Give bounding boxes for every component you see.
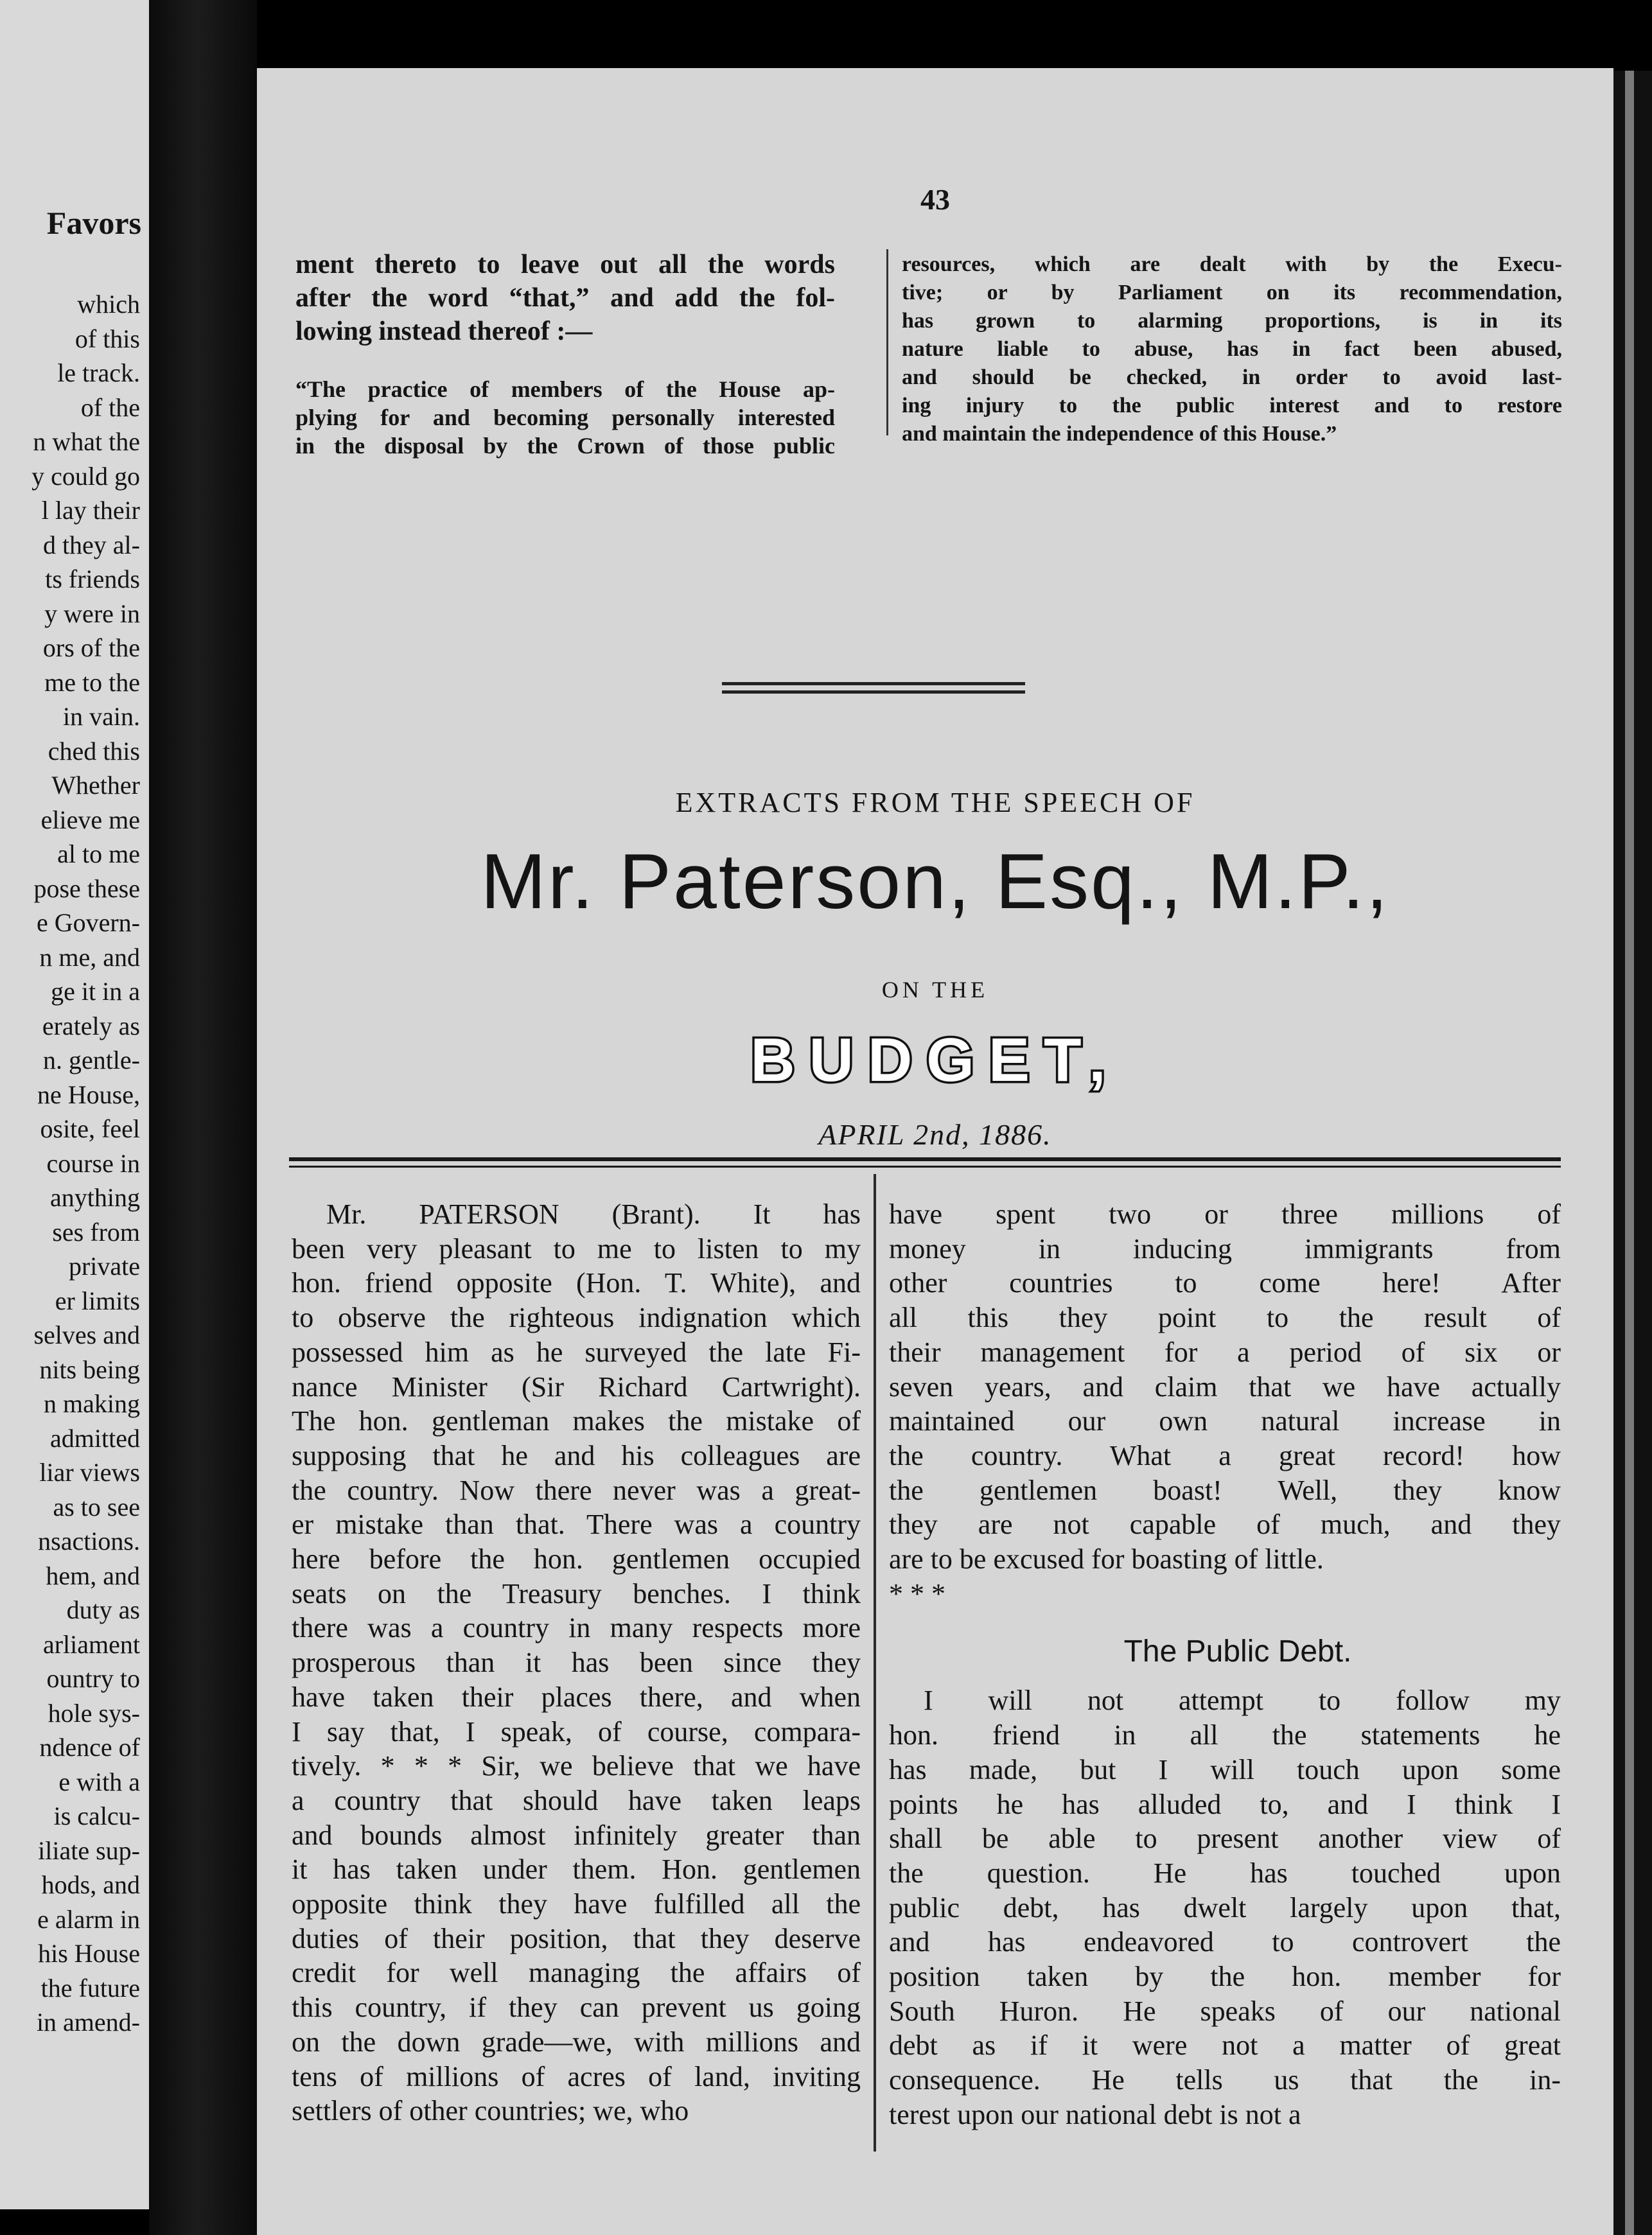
previous-page-line: n what the <box>33 427 140 456</box>
previous-page-line: anything <box>50 1183 140 1212</box>
previous-page-heading: Favors <box>46 205 141 241</box>
previous-page-line: e alarm in <box>37 1904 140 1934</box>
on-the-label: ON THE <box>881 977 989 1003</box>
quote-line: and maintain the independence of this House.” <box>902 422 1337 446</box>
quote-line: “The practice of members of the House ap- <box>295 376 835 402</box>
top-column-divider <box>886 249 888 435</box>
quote-line: nature liable to abuse, has in fact been abused, <box>902 337 1562 361</box>
previous-page-line: ts friends <box>45 565 140 593</box>
previous-page-line: e with a <box>58 1767 140 1796</box>
previous-page-line: the future <box>40 1973 140 2003</box>
quote-line: ing injury to the public interest and to restore <box>902 394 1562 417</box>
previous-page-line: of this <box>75 324 140 353</box>
top-left-text <box>295 248 835 460</box>
text-line: lowing instead thereof :— <box>295 317 593 346</box>
previous-page-line: iliate sup- <box>38 1836 140 1865</box>
previous-page-line: ched this <box>48 736 140 766</box>
text-line: it has taken under them. Hon. gentlemen <box>292 1854 861 1886</box>
document-page <box>257 68 1613 2235</box>
text-line: been very pleasant to me to listen to my <box>292 1232 861 1265</box>
previous-page-text <box>31 287 140 2040</box>
text-line: I say that, I speak, of course, compara- <box>292 1715 861 1748</box>
previous-page-line: n me, and <box>39 942 140 972</box>
text-line: opposite think they have fulfilled all the <box>292 1888 861 1920</box>
text-line: public debt, has dwelt largely upon that, <box>889 1891 1561 1924</box>
text-line: the gentlemen boast! Well, they know <box>889 1474 1561 1506</box>
text-line: and bounds almost infinitely greater than <box>292 1819 861 1851</box>
previous-page-line: elieve me <box>40 805 140 834</box>
text-line: and has endeavored to controvert the <box>889 1926 1561 1958</box>
text-line: duties of their position, that they deserve <box>292 1922 861 1954</box>
text-line: The hon. gentleman makes the mistake of <box>292 1405 861 1437</box>
text-line: seven years, and claim that we have actually <box>889 1371 1561 1403</box>
previous-page-line: pose these <box>33 873 140 903</box>
text-line: after the word “that,” and add the fol- <box>295 283 835 313</box>
text-line: here before the hon. gentlemen occupied <box>292 1543 861 1575</box>
speaker-name: Mr. Paterson, Esq., M.P., <box>480 837 1390 925</box>
previous-page-line: liar views <box>39 1458 140 1487</box>
previous-page-fragment <box>0 0 149 2209</box>
text-line: tens of millions of acres of land, inviting <box>292 2060 861 2092</box>
previous-page-line: ge it in a <box>51 977 140 1006</box>
text-line: hon. friend in all the statements he <box>889 1719 1561 1751</box>
text-line: seats on the Treasury benches. I think <box>292 1577 861 1609</box>
text-line: er mistake than that. There was a country <box>292 1509 861 1541</box>
previous-page-line: course in <box>46 1148 140 1178</box>
previous-page-line: me to the <box>44 667 140 697</box>
text-line: the country. Now there never was a great- <box>292 1474 861 1506</box>
speech-subject: BUDGET, <box>750 1026 1120 1094</box>
quote-line: tive; or by Parliament on its recommendation, <box>902 281 1562 304</box>
text-line: position taken by the hon. member for <box>889 1961 1561 1993</box>
previous-page-line: as to see <box>53 1492 140 1521</box>
text-line: nance Minister (Sir Richard Cartwright). <box>292 1371 861 1403</box>
previous-page-line: d they al- <box>42 530 140 559</box>
text-line: to observe the righteous indignation which <box>292 1302 861 1334</box>
previous-page-line: ountry to <box>46 1664 140 1693</box>
text-line: they are not capable of much, and they <box>889 1509 1561 1541</box>
text-line: tively. * * * Sir, we believe that we have <box>292 1750 861 1782</box>
previous-page-line: selves and <box>33 1320 140 1349</box>
previous-page-line: n making <box>44 1389 140 1418</box>
previous-page-line: in amend- <box>36 2008 140 2037</box>
text-line: have spent two or three millions of <box>889 1198 1561 1230</box>
previous-page-line: ndence of <box>39 1733 140 1762</box>
text-line: Mr. PATERSON (Brant). It has <box>326 1198 861 1230</box>
quote-line: plying for and becoming personally interested <box>295 405 835 430</box>
previous-page-line: y could go <box>31 461 140 491</box>
previous-page-line: arliament <box>42 1629 140 1659</box>
text-line: settlers of other countries; we, who <box>292 2095 689 2127</box>
text-line: the country. What a great record! how <box>889 1439 1561 1471</box>
text-line: I will not attempt to follow my <box>924 1685 1561 1717</box>
previous-page-line: erately as <box>42 1011 140 1040</box>
previous-page-line: nits being <box>39 1354 140 1384</box>
previous-page-line: al to me <box>57 839 140 868</box>
column-divider <box>874 1174 876 2152</box>
previous-page-line: hem, and <box>46 1561 140 1590</box>
text-line: other countries to come here! After <box>889 1267 1561 1299</box>
heading-rule <box>289 1157 1561 1168</box>
speech-date: APRIL 2nd, 1886. <box>818 1118 1052 1151</box>
top-right-text <box>902 250 1562 448</box>
previous-page-line: y were in <box>44 599 140 628</box>
text-line: maintained our own natural increase in <box>889 1405 1561 1437</box>
text-line: South Huron. He speaks of our national <box>889 1995 1561 2027</box>
text-line: has made, but I will touch upon some <box>889 1753 1561 1785</box>
previous-page-line: duty as <box>66 1595 140 1624</box>
resolution-quote <box>295 375 835 460</box>
text-line: credit for well managing the affairs of <box>292 1957 861 1989</box>
text-line: * * * <box>889 1577 945 1609</box>
text-line: money in inducing immigrants from <box>889 1232 1561 1265</box>
text-line: ment thereto to leave out all the words <box>295 250 835 279</box>
text-line: supposing that he and his colleagues are <box>292 1439 861 1471</box>
text-line: possessed him as he surveyed the late Fi- <box>292 1336 861 1368</box>
section-separator <box>722 682 1025 699</box>
text-line: consequence. He tells us that the in- <box>889 2064 1561 2096</box>
previous-page-line: ors of the <box>42 633 140 662</box>
section-title-public-debt: The Public Debt. <box>1123 1635 1352 1669</box>
extract-heading: EXTRACTS FROM THE SPEECH OF <box>675 787 1195 818</box>
book-gutter <box>149 0 257 2235</box>
text-line: on the down grade—we, with millions and <box>292 2026 861 2058</box>
previous-page-line: his House <box>38 1939 140 1968</box>
speech-column-right <box>889 1197 1561 2132</box>
text-line: are to be excused for boasting of little. <box>889 1543 1324 1575</box>
previous-page-line: of the <box>80 392 140 422</box>
text-line: debt as if it were not a matter of great <box>889 2029 1561 2062</box>
text-line: their management for a period of six or <box>889 1336 1561 1368</box>
text-line: shall be able to present another view of <box>889 1823 1561 1855</box>
previous-page-line: n. gentle- <box>42 1046 140 1074</box>
quote-line: and should be checked, in order to avoid last- <box>902 365 1562 389</box>
previous-page-line: nsactions. <box>38 1527 140 1556</box>
page-number: 43 <box>920 183 950 216</box>
text-line: points he has alluded to, and I think I <box>889 1788 1561 1820</box>
previous-page-line: which <box>77 290 140 319</box>
previous-page-line: e Govern- <box>36 908 140 937</box>
previous-page-line: is calcu- <box>53 1801 140 1830</box>
previous-page-line: hole sys- <box>48 1698 140 1728</box>
text-line: there was a country in many respects more <box>292 1612 861 1644</box>
previous-page-line: admitted <box>50 1423 140 1453</box>
text-line: hon. friend opposite (Hon. T. White), and <box>292 1267 861 1299</box>
text-line: this country, if they can prevent us going <box>292 1992 861 2024</box>
previous-page-line: Whether <box>51 771 140 800</box>
text-line: terest upon our national debt is not a <box>889 2098 1301 2130</box>
quote-line: resources, which are dealt with by the Execu- <box>902 252 1562 276</box>
previous-page-line: ses from <box>52 1217 140 1247</box>
previous-page-line: private <box>68 1252 140 1281</box>
previous-page-line: osite, feel <box>40 1114 140 1143</box>
text-line: prosperous than it has been since they <box>292 1647 861 1679</box>
text-line: a country that should have taken leaps <box>292 1784 861 1816</box>
previous-page-line: in vain. <box>63 702 140 731</box>
previous-page-line: hods, and <box>41 1870 140 1899</box>
text-line: have taken their places there, and when <box>292 1681 861 1713</box>
speech-column-left <box>292 1197 861 2128</box>
text-line: the question. He has touched upon <box>889 1857 1561 1889</box>
previous-page-line: le track. <box>57 358 140 387</box>
text-line: all this they point to the result of <box>889 1302 1561 1334</box>
quote-line: in the disposal by the Crown of those public <box>295 433 835 459</box>
next-page-edge <box>1613 71 1652 2235</box>
previous-page-line: er limits <box>55 1286 140 1315</box>
quote-line: has grown to alarming proportions, is in its <box>902 309 1562 333</box>
previous-page-line: l lay their <box>41 496 140 525</box>
previous-page-line: ne House, <box>37 1080 140 1109</box>
